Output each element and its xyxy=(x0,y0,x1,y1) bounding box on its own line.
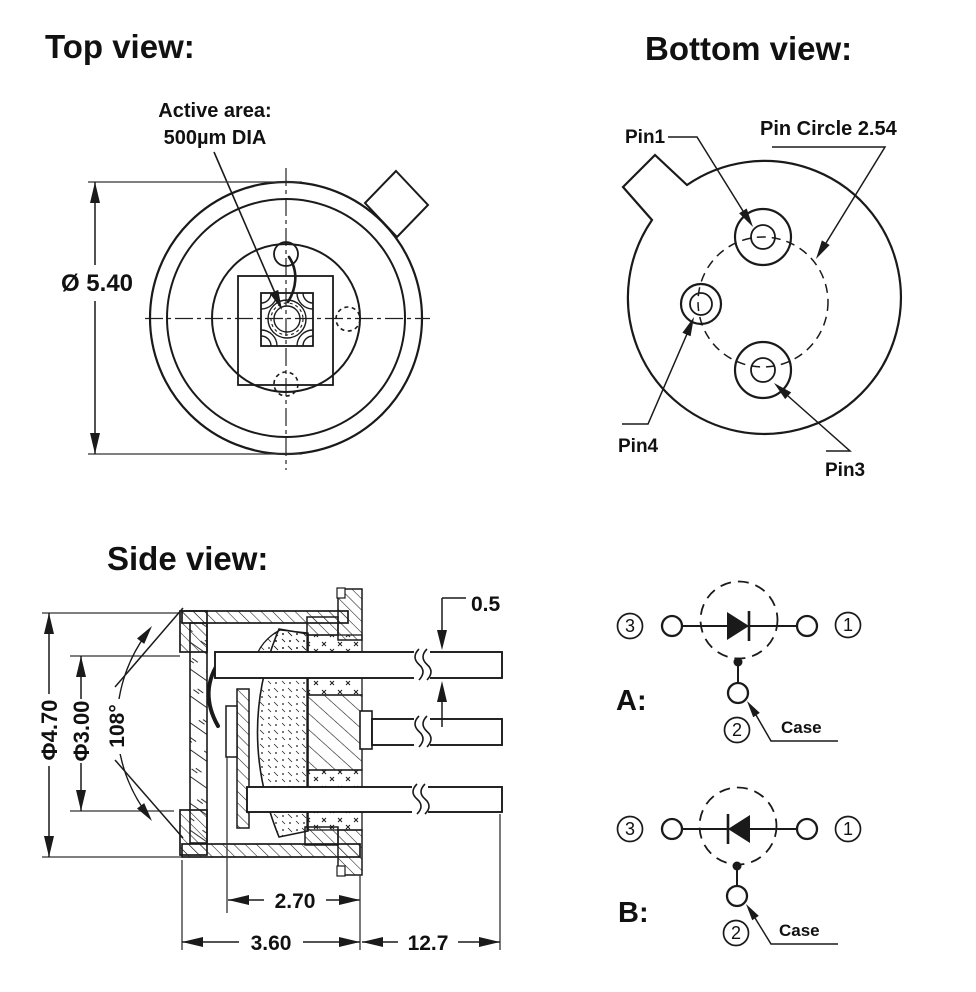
view-angle-text: 108° xyxy=(106,704,129,748)
terminal-case xyxy=(728,683,748,703)
side-view xyxy=(32,540,502,957)
bottom-view-outline xyxy=(623,155,901,434)
pin3-leader xyxy=(774,383,850,451)
top-view xyxy=(45,28,430,470)
side-view-lens-top xyxy=(258,630,308,652)
schematic-b-label: B: xyxy=(618,897,649,929)
bottom-view-pin4 xyxy=(681,284,721,324)
pin4-label: Pin4 xyxy=(618,436,659,457)
schematic-b-case-label: Case xyxy=(779,921,820,940)
pin1-leader xyxy=(668,137,753,227)
bottom-view xyxy=(618,30,901,481)
outer-diameter-text: Φ4.70 xyxy=(37,699,62,761)
pin-thickness-text: 0.5 xyxy=(471,593,501,616)
schematic-a-label: A: xyxy=(616,685,647,717)
side-view-header-post xyxy=(307,695,362,770)
side-view-chip xyxy=(226,706,237,757)
terminal-right xyxy=(797,616,817,636)
diode-symbol-a xyxy=(727,611,749,641)
schematic-a-pin-case: 2 xyxy=(731,720,743,740)
body-length-text: 3.60 xyxy=(250,932,292,955)
pin-length-text: 12.7 xyxy=(407,932,449,955)
diode-symbol-b xyxy=(728,814,750,844)
pin-circle-dim-label: Pin Circle 2.54 xyxy=(760,118,897,140)
top-view-diameter-text: Ø 5.40 xyxy=(60,270,134,297)
terminal-right xyxy=(797,819,817,839)
schematic-a-case-label: Case xyxy=(781,718,822,737)
schematic-a-pin-left: 3 xyxy=(624,616,636,636)
top-view-chip-metallization xyxy=(261,293,313,346)
terminal-left xyxy=(662,616,682,636)
bottom-view-pin-circle xyxy=(698,237,828,367)
active-area-leader xyxy=(214,152,282,310)
bottom-view-title: Bottom view: xyxy=(645,30,853,67)
schematic-b-pin-case: 2 xyxy=(730,923,742,943)
schematic-a-pin-right: 1 xyxy=(842,615,854,635)
terminal-left xyxy=(662,819,682,839)
schematic-b xyxy=(618,788,861,946)
schematic-a xyxy=(616,582,861,743)
schematic-b-pin-left: 3 xyxy=(624,819,636,839)
active-area-label-line2: 500µm DIA xyxy=(163,127,267,149)
top-view-title: Top view: xyxy=(45,28,195,65)
pin1-label: Pin1 xyxy=(625,127,666,148)
top-view-locating-tab xyxy=(365,171,428,237)
cap-depth-text: 2.70 xyxy=(274,890,316,913)
window-diameter-text: Φ3.00 xyxy=(69,700,94,762)
schematic-b-pin-right: 1 xyxy=(842,819,854,839)
side-view-title: Side view: xyxy=(107,540,269,577)
terminal-case xyxy=(727,886,747,906)
side-view-angle-dimension xyxy=(99,608,183,838)
active-area-label-line1: Active area: xyxy=(158,100,272,122)
top-view-centerlines xyxy=(145,168,430,470)
pin3-label: Pin3 xyxy=(825,460,866,481)
